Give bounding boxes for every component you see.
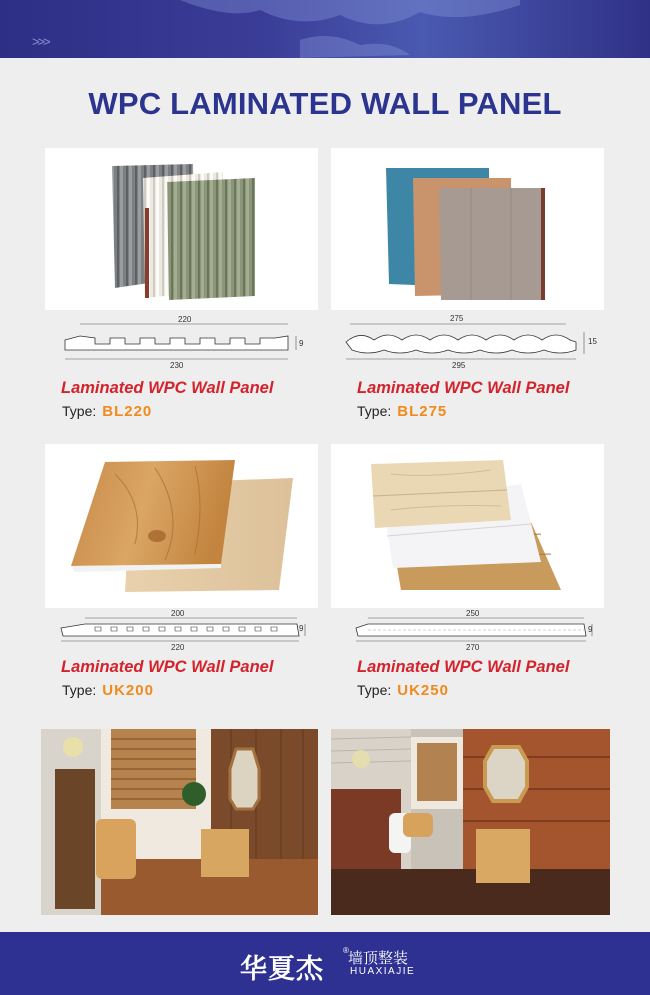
dim-bottom: 270 (466, 643, 480, 652)
type-label: Type: (62, 403, 97, 419)
type-code: BL275 (397, 403, 448, 420)
product-type (357, 403, 447, 420)
stacked-panels-image (331, 444, 604, 608)
product-photo-bl275 (331, 148, 604, 310)
dim-side: 15 (588, 337, 597, 346)
product-type (62, 682, 154, 699)
bathroom-scene-image (41, 729, 318, 915)
type-code: BL220 (102, 403, 153, 420)
dim-bottom: 230 (170, 361, 184, 370)
arrows-icon: >>> (32, 34, 49, 49)
product-name: Laminated WPC Wall Panel (357, 379, 570, 397)
colored-panels-image (331, 148, 604, 310)
product-name: Laminated WPC Wall Panel (357, 658, 570, 676)
dim-bottom: 220 (171, 643, 185, 652)
dim-top: 250 (466, 609, 480, 618)
bathroom-scene-image (331, 729, 610, 915)
dim-top: 200 (171, 609, 185, 618)
dim-top: 275 (450, 314, 464, 323)
world-map-graphic (0, 0, 650, 58)
registered-mark: ® (343, 946, 349, 955)
profile-drawing-uk250 (348, 608, 610, 656)
grooved-panels-image (45, 148, 318, 310)
footer-banner (0, 932, 650, 995)
dim-top: 220 (178, 315, 192, 324)
type-label: Type: (357, 682, 392, 698)
profile-drawing-bl275 (340, 312, 608, 370)
room-photo-bathroom-2 (331, 729, 610, 915)
brand-slogan: 墙顶整装 (348, 949, 409, 967)
type-code: UK250 (397, 682, 449, 699)
product-type (62, 403, 152, 420)
product-photo-uk250 (331, 444, 604, 608)
product-name: Laminated WPC Wall Panel (61, 658, 274, 676)
product-photo-bl220 (45, 148, 318, 310)
dim-side: 9 (299, 624, 304, 633)
dim-side: 9 (299, 339, 304, 348)
profile-drawing-bl220 (60, 314, 310, 372)
header-banner (0, 0, 650, 58)
dim-side: 9 (588, 625, 593, 634)
product-photo-uk200 (45, 444, 318, 608)
type-label: Type: (62, 682, 97, 698)
page-title: WPC LAMINATED WALL PANEL (88, 86, 562, 121)
product-type (357, 682, 449, 699)
profile-drawing-uk200 (55, 608, 315, 656)
brand-logo: 华夏杰 (240, 954, 324, 985)
product-name: Laminated WPC Wall Panel (61, 379, 274, 397)
wood-panels-image (45, 444, 318, 608)
brand-english-name: HUAXIAJIE (350, 966, 416, 977)
room-photo-bathroom-1 (41, 729, 318, 915)
dim-bottom: 295 (452, 361, 466, 370)
type-code: UK200 (102, 682, 154, 699)
type-label: Type: (357, 403, 392, 419)
